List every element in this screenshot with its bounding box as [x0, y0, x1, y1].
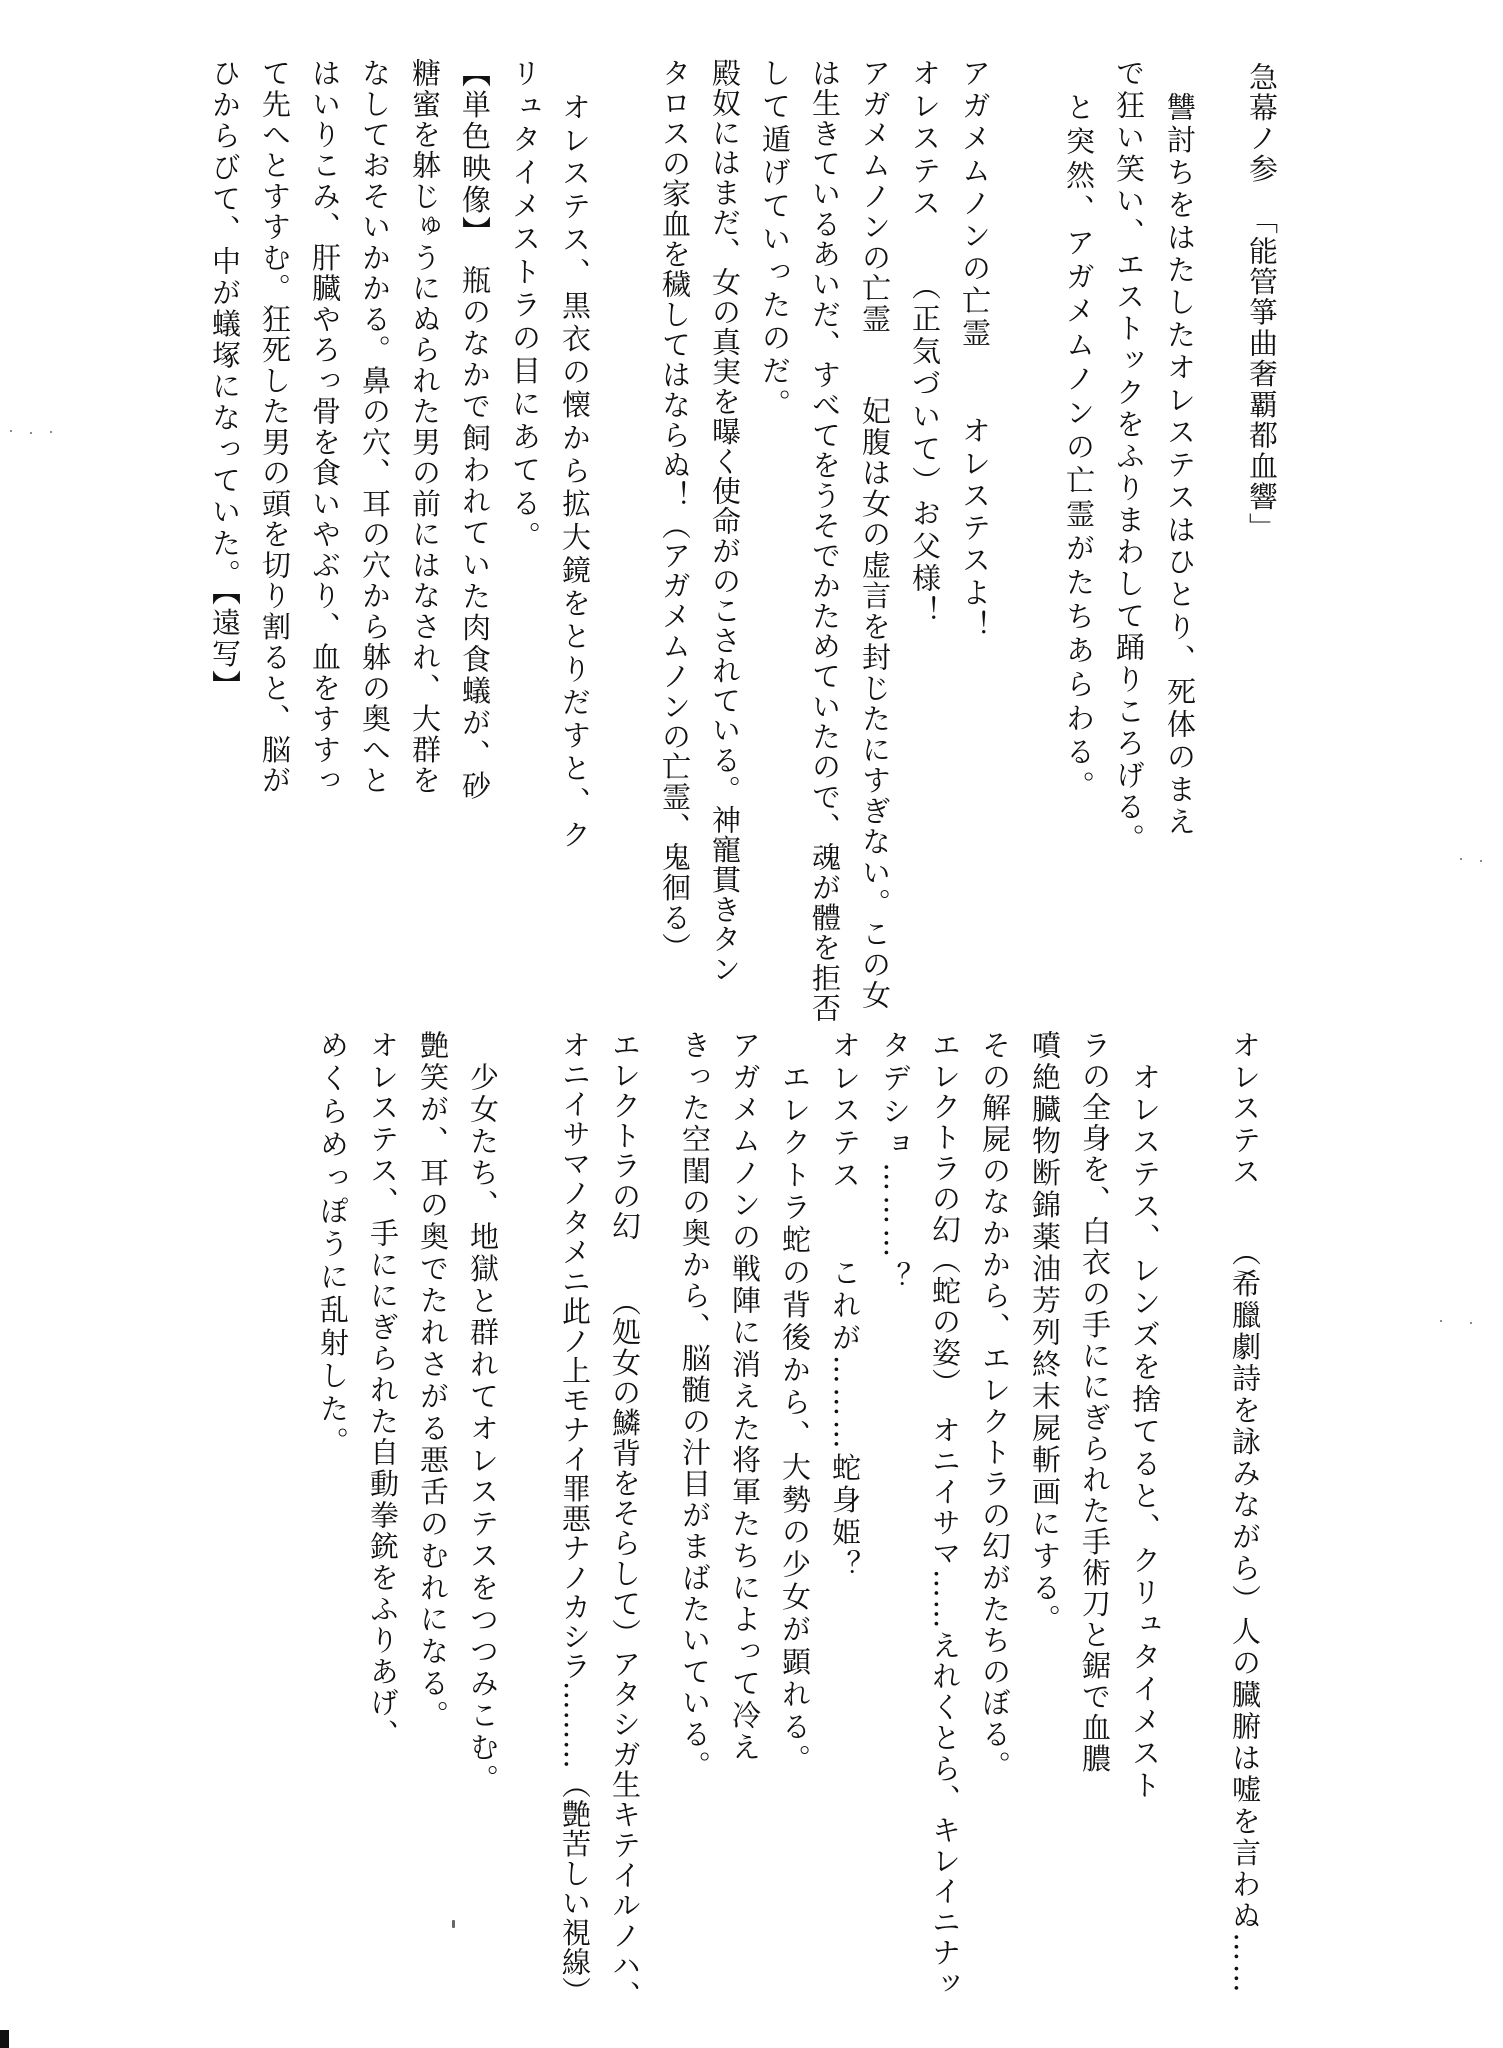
- dialogue-line: エレクトラの幻 （処女の鱗背をそらして）アタシガ生キテイルノハ、: [608, 1030, 642, 2011]
- dialogue-line: 殿奴にはまだ、女の真実を曝く使命がのこされている。神寵貫きタン: [708, 58, 742, 984]
- stage-direction: その解屍のなかから、エレクトラの幻がたちのぼる。: [978, 1030, 1012, 1782]
- stage-direction: で狂い笑い、エストックをふりまわして踊りころげる。: [1112, 58, 1146, 856]
- stage-direction: アガメムノンの戦陣に消えた将軍たちによって冷え: [728, 1030, 762, 1764]
- scan-speck: [1440, 1320, 1442, 1322]
- scan-speck: [30, 432, 32, 434]
- scan-speck: [452, 1920, 455, 1928]
- dialogue-line: して遁げていったのだ。: [758, 58, 792, 422]
- stage-direction: 讐討ちをはたしたオレステスはひとり、死体のまえ: [1163, 92, 1197, 840]
- stage-direction: 少女たち、地獄と群れてオレステスをつつみこむ。: [466, 1062, 500, 1796]
- stage-direction: ラの全身を、白衣の手ににぎられた手術刀と鋸で血膿: [1078, 1030, 1112, 1775]
- stage-direction: はいりこみ、肝臓やろっ骨を食いやぶり、血をすすっ: [308, 58, 342, 796]
- dialogue-line: は生きているあいだ、すべてをうそでかためていたので、魂が體を拒否: [808, 58, 842, 1024]
- stage-direction: 糖蜜を躰じゅうにぬられた男の前にはなされ、大群を: [408, 58, 442, 796]
- act-heading: 急幕ノ参: [1245, 62, 1279, 184]
- stage-direction: めくらめっぽうに乱射した。: [316, 1030, 350, 1460]
- stage-direction: 【単色映像】 瓶のなかで飼われていた肉食蟻が、砂: [458, 58, 492, 803]
- dialogue-line: タロスの家血を穢してはならぬ！（アガメムノンの亡霊、鬼徊る）: [658, 58, 692, 963]
- scan-speck: [1480, 860, 1482, 862]
- stage-direction: オレステス、黒衣の懐から拡大鏡をとりだすと、ク: [558, 92, 592, 853]
- dialogue-line: アガメムノンの亡霊 オレステスよ！: [958, 58, 992, 643]
- scan-speck: [10, 430, 12, 432]
- stage-direction: と突然、アガメムノンの亡霊がたちあらわる。: [1062, 92, 1096, 805]
- stage-direction: 艶笑が、耳の奥でたれさがる悪舌のむれになる。: [416, 1030, 450, 1732]
- stage-direction: オレステス、レンズを捨てると、クリュタイメスト: [1128, 1062, 1162, 1803]
- stage-direction: エレクトラ蛇の背後から、大勢の少女が顕れる。: [778, 1062, 812, 1777]
- dialogue-line: アガメムノンの亡霊 妃腹は女の虚言を封じたにすぎない。この女: [858, 58, 892, 1011]
- stage-direction: オレステス、手ににぎられた自動拳銃をふりあげ、: [366, 1030, 400, 1751]
- stage-direction: きった空閨の奥から、脳髄の汁目がまばたいている。: [678, 1030, 712, 1782]
- dialogue-line: オレステス これが………蛇身姫？: [828, 1030, 862, 1583]
- scan-edge-mark: [0, 2030, 9, 2048]
- dialogue-line: オニイサマノタメニ此ノ上モナイ罪悪ナノカシラ………（艶苦しい視線）: [558, 1030, 592, 2007]
- dialogue-line: タデショ………？: [878, 1030, 912, 1295]
- stage-direction: リュタイメストラの目にあてる。: [508, 58, 542, 554]
- scan-speck: [1470, 1322, 1472, 1324]
- dialogue-line: エレクトラの幻（蛇の姿） オニイサマ……えれくとら、キレイニナッ: [928, 1030, 962, 2000]
- scan-speck: [50, 431, 52, 433]
- act-title: 「能管箏曲奢覇都血響」: [1245, 205, 1279, 544]
- stage-direction: て先へとすすむ。狂死した男の頭を切り割ると、脳が: [258, 58, 292, 796]
- stage-direction: なしておそいかかる。鼻の穴、耳の穴から躰の奥へと: [358, 58, 392, 796]
- stage-direction: 噴絶臓物断錦薬油芳列終末屍斬画にする。: [1028, 1030, 1062, 1637]
- stage-direction: ひからびて、中が蟻塚になっていた。【遠写】: [208, 58, 242, 702]
- dialogue-line: オレステス （正気づいて）お父様！: [908, 58, 942, 629]
- scan-speck: [1460, 858, 1462, 860]
- dialogue-line: オレステス （希臘劇詩を詠みながら）人の臓腑は嘘を言わぬ……: [1228, 1030, 1262, 1996]
